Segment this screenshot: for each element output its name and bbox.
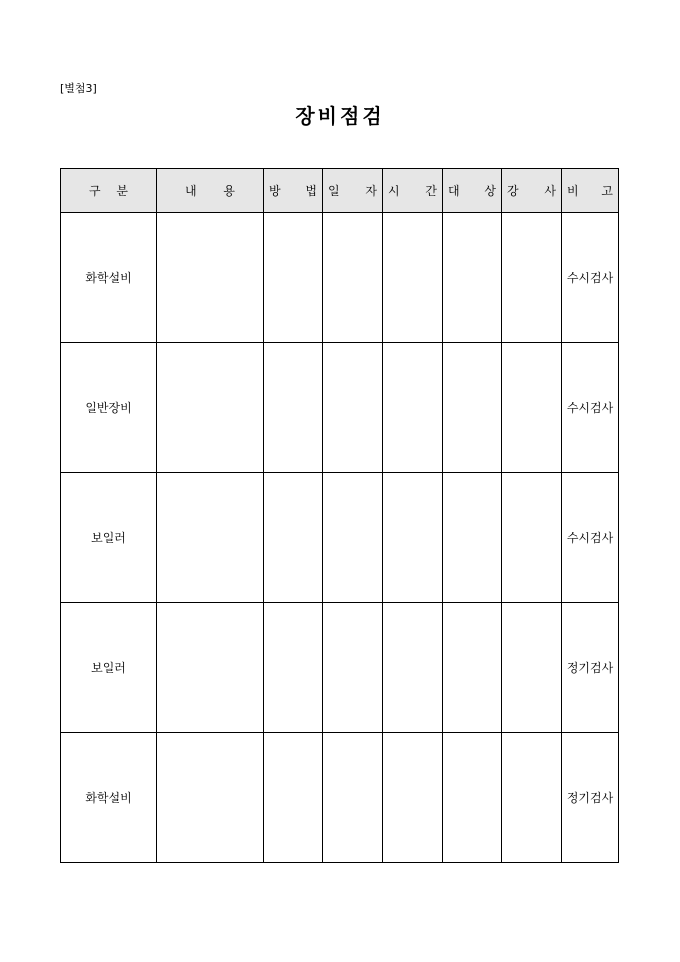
method-cell: [264, 213, 323, 343]
table-row: [61, 603, 619, 733]
instructor-cell: [502, 603, 562, 733]
time-cell: [383, 213, 443, 343]
header-method: 방 법: [264, 169, 323, 213]
category-cell: 일반장비: [61, 343, 157, 473]
remarks-cell: 수시검사: [562, 343, 619, 473]
header-date: 일 자: [323, 169, 383, 213]
equipment-inspection-table: [60, 168, 619, 863]
table-row: [61, 343, 619, 473]
instructor-cell: [502, 473, 562, 603]
category-cell: 화학설비: [61, 213, 157, 343]
target-cell: [443, 733, 502, 863]
date-cell: [323, 473, 383, 603]
time-cell: [383, 603, 443, 733]
date-cell: [323, 343, 383, 473]
content-cell: [157, 733, 264, 863]
category-cell: 보일러: [61, 473, 157, 603]
content-cell: [157, 603, 264, 733]
header-target: 대 상: [443, 169, 502, 213]
category-cell: 보일러: [61, 603, 157, 733]
content-cell: [157, 213, 264, 343]
table-row: [61, 733, 619, 863]
table-header-row: [61, 169, 619, 213]
target-cell: [443, 343, 502, 473]
table-row: [61, 213, 619, 343]
table-row: [61, 473, 619, 603]
time-cell: [383, 733, 443, 863]
content-cell: [157, 473, 264, 603]
target-cell: [443, 213, 502, 343]
time-cell: [383, 343, 443, 473]
date-cell: [323, 603, 383, 733]
instructor-cell: [502, 343, 562, 473]
method-cell: [264, 733, 323, 863]
remarks-cell: 수시검사: [562, 473, 619, 603]
method-cell: [264, 473, 323, 603]
page-title: 장비점검: [295, 104, 385, 128]
remarks-cell: 정기검사: [562, 733, 619, 863]
instructor-cell: [502, 733, 562, 863]
category-cell: 화학설비: [61, 733, 157, 863]
content-cell: [157, 343, 264, 473]
header-remarks: 비 고: [562, 169, 619, 213]
instructor-cell: [502, 213, 562, 343]
method-cell: [264, 343, 323, 473]
date-cell: [323, 733, 383, 863]
remarks-cell: 정기검사: [562, 603, 619, 733]
target-cell: [443, 473, 502, 603]
remarks-cell: 수시검사: [562, 213, 619, 343]
time-cell: [383, 473, 443, 603]
target-cell: [443, 603, 502, 733]
method-cell: [264, 603, 323, 733]
date-cell: [323, 213, 383, 343]
header-instructor: 강 사: [502, 169, 562, 213]
header-time: 시 간: [383, 169, 443, 213]
attachment-label: [별첨3]: [60, 82, 97, 95]
header-category: 구 분: [61, 169, 157, 213]
header-content: 내 용: [157, 169, 264, 213]
